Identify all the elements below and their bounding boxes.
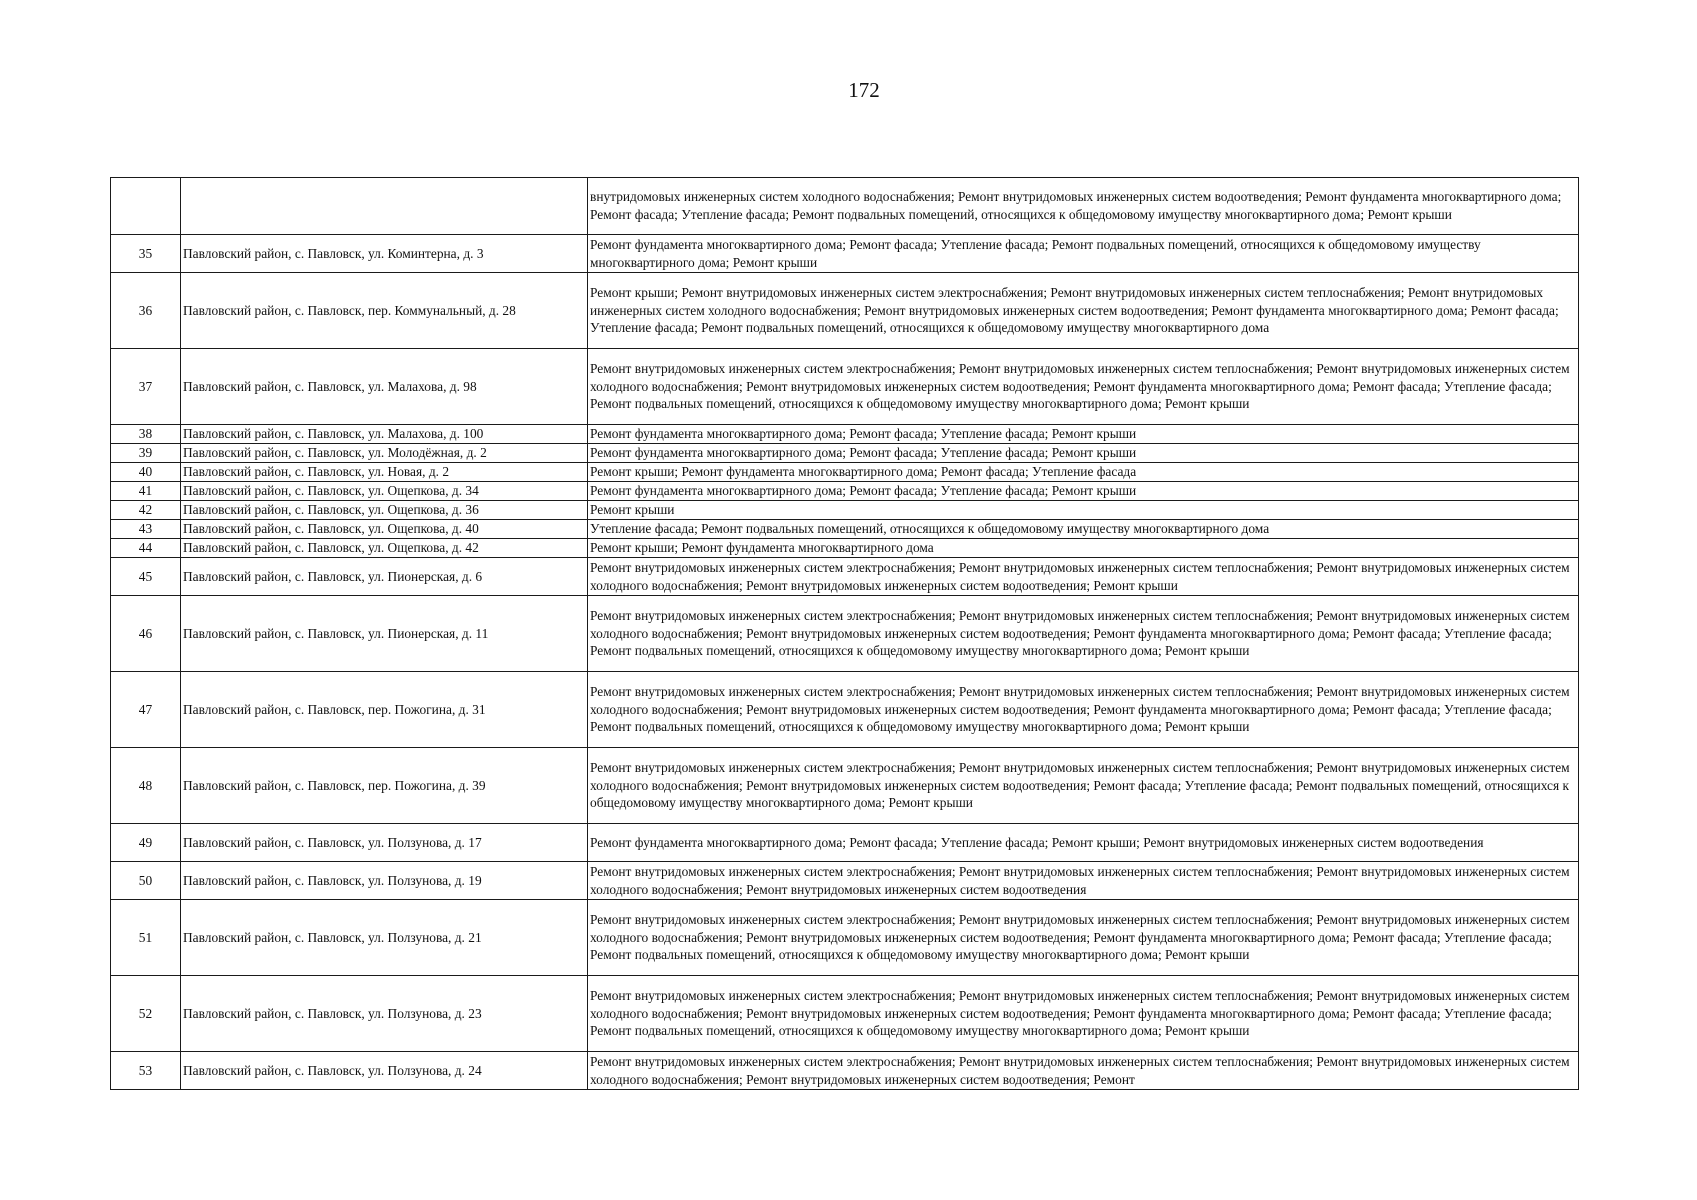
row-works: Ремонт внутридомовых инженерных систем электроснабжения; Ремонт внутридомовых инженерных систем теплоснабжения; Ремонт внутридомовых инженерных систем холодного водоснабжения; Ремонт внутридомовых инженерных систем водоотведения (588, 862, 1579, 900)
row-address: Павловский район, с. Павловск, ул. Малахова, д. 98 (181, 349, 588, 425)
table-row (111, 748, 1579, 824)
row-works: Ремонт внутридомовых инженерных систем электроснабжения; Ремонт внутридомовых инженерных систем теплоснабжения; Ремонт внутридомовых инженерных систем холодного водоснабжения; Ремонт внутридомовых инженерных систем водоотведения; Ремонт фундамента многоквартирного дома; Ремонт фасада; Утепление фасада; Ремонт подвальных помещений, относящихся к общедомовому имуществу многоквартирного дома; Ремонт крыши (588, 900, 1579, 976)
row-number: 48 (111, 748, 181, 824)
row-address: Павловский район, с. Павловск, ул. Ползунова, д. 23 (181, 976, 588, 1052)
row-address: Павловский район, с. Павловск, пер. Пожогина, д. 31 (181, 672, 588, 748)
row-address: Павловский район, с. Павловск, пер. Коммунальный, д. 28 (181, 273, 588, 349)
row-works: Ремонт внутридомовых инженерных систем электроснабжения; Ремонт внутридомовых инженерных систем теплоснабжения; Ремонт внутридомовых инженерных систем холодного водоснабжения; Ремонт внутридомовых инженерных систем водоотведения; Ремонт фундамента многоквартирного дома; Ремонт фасада; Утепление фасада; Ремонт подвальных помещений, относящихся к общедомовому имуществу многоквартирного дома; Ремонт крыши (588, 596, 1579, 672)
row-number: 49 (111, 824, 181, 862)
row-address: Павловский район, с. Павловск, ул. Ощепкова, д. 34 (181, 482, 588, 501)
row-works: внутридомовых инженерных систем холодного водоснабжения; Ремонт внутридомовых инженерных систем водоотведения; Ремонт фундамента многоквартирного дома; Ремонт фасада; Утепление фасада; Ремонт подвальных помещений, относящихся к общедомовому имуществу многоквартирного дома; Ремонт крыши (588, 178, 1579, 235)
table-row (111, 178, 1579, 235)
row-works: Ремонт крыши; Ремонт фундамента многоквартирного дома; Ремонт фасада; Утепление фасада (588, 463, 1579, 482)
row-address (181, 178, 588, 235)
table-row (111, 558, 1579, 596)
row-works: Ремонт внутридомовых инженерных систем электроснабжения; Ремонт внутридомовых инженерных систем теплоснабжения; Ремонт внутридомовых инженерных систем холодного водоснабжения; Ремонт внутридомовых инженерных систем водоотведения; Ремонт (588, 1052, 1579, 1090)
row-address: Павловский район, с. Павловск, ул. Ощепкова, д. 36 (181, 501, 588, 520)
table-row (111, 672, 1579, 748)
row-address: Павловский район, с. Павловск, пер. Пожогина, д. 39 (181, 748, 588, 824)
row-number: 47 (111, 672, 181, 748)
row-number: 35 (111, 235, 181, 273)
row-works: Утепление фасада; Ремонт подвальных помещений, относящихся к общедомовому имуществу многоквартирного дома (588, 520, 1579, 539)
row-number: 36 (111, 273, 181, 349)
row-works: Ремонт крыши; Ремонт внутридомовых инженерных систем электроснабжения; Ремонт внутридомовых инженерных систем теплоснабжения; Ремонт внутридомовых инженерных систем холодного водоснабжения; Ремонт внутридомовых инженерных систем водоотведения; Ремонт фундамента многоквартирного дома; Ремонт фасада; Утепление фасада; Ремонт подвальных помещений, относящихся к общедомовому имуществу многоквартирного дома (588, 273, 1579, 349)
page-number: 172 (848, 78, 880, 102)
row-address: Павловский район, с. Павловск, ул. Ползунова, д. 19 (181, 862, 588, 900)
row-number: 44 (111, 539, 181, 558)
row-number: 45 (111, 558, 181, 596)
row-address: Павловский район, с. Павловск, ул. Малахова, д. 100 (181, 425, 588, 444)
row-works: Ремонт фундамента многоквартирного дома; Ремонт фасада; Утепление фасада; Ремонт крыши (588, 425, 1579, 444)
row-works: Ремонт фундамента многоквартирного дома; Ремонт фасада; Утепление фасада; Ремонт подвальных помещений, относящихся к общедомовому имуществу многоквартирного дома; Ремонт крыши (588, 235, 1579, 273)
row-address: Павловский район, с. Павловск, ул. Ползунова, д. 21 (181, 900, 588, 976)
row-number: 50 (111, 862, 181, 900)
row-address: Павловский район, с. Павловск, ул. Пионерская, д. 6 (181, 558, 588, 596)
row-works: Ремонт крыши (588, 501, 1579, 520)
table-row (111, 539, 1579, 558)
row-works: Ремонт фундамента многоквартирного дома; Ремонт фасада; Утепление фасада; Ремонт крыши (588, 482, 1579, 501)
table-row (111, 824, 1579, 862)
row-number: 51 (111, 900, 181, 976)
row-address: Павловский район, с. Павловск, ул. Ползунова, д. 17 (181, 824, 588, 862)
table-row (111, 1052, 1579, 1090)
row-number: 39 (111, 444, 181, 463)
table-row (111, 235, 1579, 273)
row-address: Павловский район, с. Павловск, ул. Пионерская, д. 11 (181, 596, 588, 672)
row-works: Ремонт внутридомовых инженерных систем электроснабжения; Ремонт внутридомовых инженерных систем теплоснабжения; Ремонт внутридомовых инженерных систем холодного водоснабжения; Ремонт внутридомовых инженерных систем водоотведения; Ремонт фасада; Утепление фасада; Ремонт подвальных помещений, относящихся к общедомовому имуществу многоквартирного дома; Ремонт крыши (588, 748, 1579, 824)
table-row (111, 273, 1579, 349)
row-address: Павловский район, с. Павловск, ул. Ощепкова, д. 42 (181, 539, 588, 558)
row-address: Павловский район, с. Павловск, ул. Коминтерна, д. 3 (181, 235, 588, 273)
row-number: 41 (111, 482, 181, 501)
row-works: Ремонт внутридомовых инженерных систем электроснабжения; Ремонт внутридомовых инженерных систем теплоснабжения; Ремонт внутридомовых инженерных систем холодного водоснабжения; Ремонт внутридомовых инженерных систем водоотведения; Ремонт фундамента многоквартирного дома; Ремонт фасада; Утепление фасада; Ремонт подвальных помещений, относящихся к общедомовому имуществу многоквартирного дома; Ремонт крыши (588, 976, 1579, 1052)
row-address: Павловский район, с. Павловск, ул. Молодёжная, д. 2 (181, 444, 588, 463)
table-row (111, 482, 1579, 501)
row-number: 37 (111, 349, 181, 425)
row-number: 42 (111, 501, 181, 520)
table-row (111, 501, 1579, 520)
row-works: Ремонт фундамента многоквартирного дома; Ремонт фасада; Утепление фасада; Ремонт крыши; Ремонт внутридомовых инженерных систем водоотведения (588, 824, 1579, 862)
table-row (111, 444, 1579, 463)
table-body (111, 178, 1579, 1090)
table-row (111, 596, 1579, 672)
row-works: Ремонт внутридомовых инженерных систем электроснабжения; Ремонт внутридомовых инженерных систем теплоснабжения; Ремонт внутридомовых инженерных систем холодного водоснабжения; Ремонт внутридомовых инженерных систем водоотведения; Ремонт крыши (588, 558, 1579, 596)
row-address: Павловский район, с. Павловск, ул. Ползунова, д. 24 (181, 1052, 588, 1090)
table-row (111, 976, 1579, 1052)
table-row (111, 463, 1579, 482)
row-number: 40 (111, 463, 181, 482)
row-works: Ремонт внутридомовых инженерных систем электроснабжения; Ремонт внутридомовых инженерных систем теплоснабжения; Ремонт внутридомовых инженерных систем холодного водоснабжения; Ремонт внутридомовых инженерных систем водоотведения; Ремонт фундамента многоквартирного дома; Ремонт фасада; Утепление фасада; Ремонт подвальных помещений, относящихся к общедомовому имуществу многоквартирного дома; Ремонт крыши (588, 349, 1579, 425)
table-row (111, 862, 1579, 900)
row-number: 52 (111, 976, 181, 1052)
row-address: Павловский район, с. Павловск, ул. Новая, д. 2 (181, 463, 588, 482)
table-row (111, 349, 1579, 425)
row-number: 43 (111, 520, 181, 539)
row-number: 53 (111, 1052, 181, 1090)
row-works: Ремонт внутридомовых инженерных систем электроснабжения; Ремонт внутридомовых инженерных систем теплоснабжения; Ремонт внутридомовых инженерных систем холодного водоснабжения; Ремонт внутридомовых инженерных систем водоотведения; Ремонт фундамента многоквартирного дома; Ремонт фасада; Утепление фасада; Ремонт подвальных помещений, относящихся к общедомовому имуществу многоквартирного дома; Ремонт крыши (588, 672, 1579, 748)
table-row (111, 900, 1579, 976)
table-row (111, 425, 1579, 444)
table-row (111, 520, 1579, 539)
repair-register-table (110, 177, 1579, 1090)
row-works: Ремонт фундамента многоквартирного дома; Ремонт фасада; Утепление фасада; Ремонт крыши (588, 444, 1579, 463)
row-works: Ремонт крыши; Ремонт фундамента многоквартирного дома (588, 539, 1579, 558)
row-number (111, 178, 181, 235)
row-number: 38 (111, 425, 181, 444)
row-number: 46 (111, 596, 181, 672)
row-address: Павловский район, с. Павловск, ул. Ощепкова, д. 40 (181, 520, 588, 539)
